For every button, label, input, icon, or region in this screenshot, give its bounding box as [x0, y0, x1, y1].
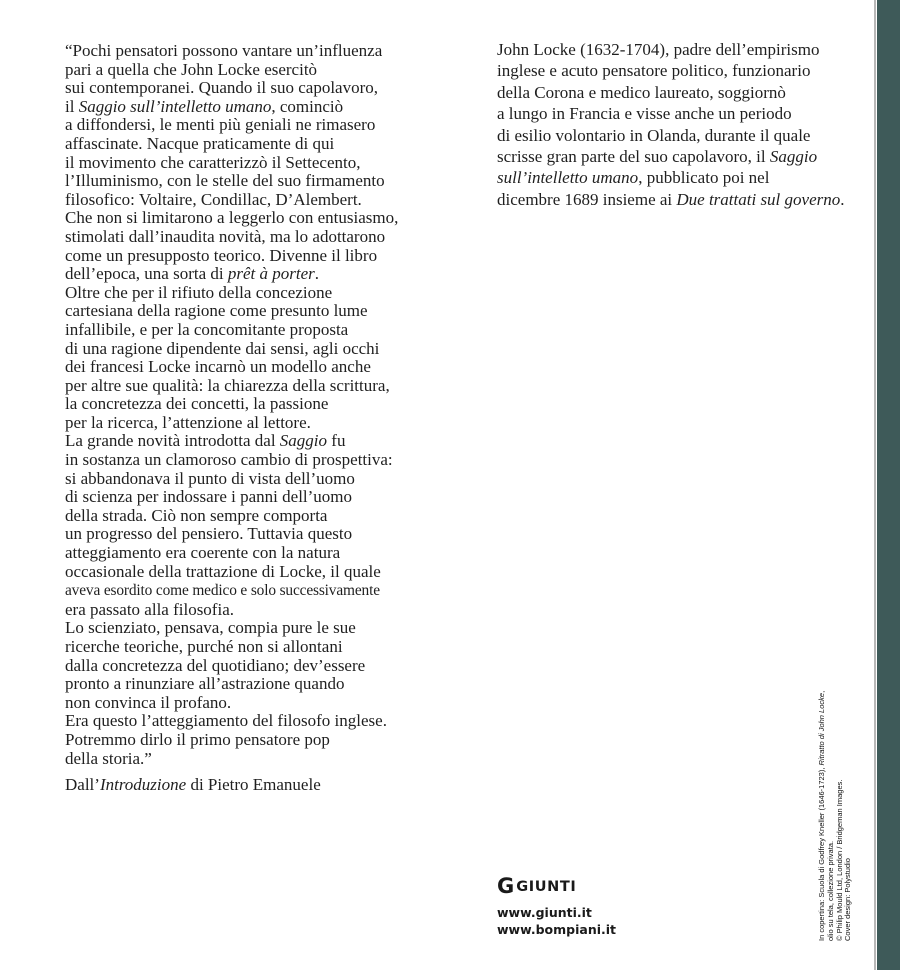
spine-stripe — [877, 0, 900, 970]
giunti-logo — [497, 874, 616, 898]
giunti-g-icon: G — [497, 874, 514, 898]
author-bio-text: John Locke (1632-1704), padre dell’empirismo inglese e acuto pensatore politico, funzionario della Corona e medico laureato, soggiornò a lungo in Francia e visse anche un periodo di esilio volontario in Olanda, durante il quale scrisse gran parte del suo capolavoro, il Saggio sull’intelletto umano, pubblicato poi nel dicembre 1689 insieme ai Due trattati sul governo. — [497, 40, 845, 209]
giunti-url: www.giunti.it — [497, 905, 592, 920]
bompiani-url: www.bompiani.it — [497, 921, 617, 937]
introduction-quote-text: “Pochi pensatori possono vantare un’influenza pari a quella che John Locke esercitò sui contemporanei. Quando il suo capolavoro, il Saggio sull’intelletto umano, cominciò a diffondersi, le menti più geniali ne rimasero affascinate. Nacque praticamente di qui il movimento che caratterizzò il Settecento, l’Illuminismo, con le stelle del suo firmamento filosofico: Voltaire, Condillac, D’Alembert. Che non si limitarono a leggerlo con entusiasmo, stimolati dall’inaudita novità, ma lo adottarono come un presupposto teorico. Divenne il libro dell’epoca, una sorta di prêt à porter. Oltre che per il rifiuto della concezione cartesiana della ragione come presunto lume infallibile, e per la concomitante proposta di una ragione dipendente dai sensi, agli occhi dei francesi Locke incarnò un modello anche per altre sue qualità: la chiarezza della scrittura, la concretezza dei concetti, la passione per la ricerca, l’attenzione al lettore. La grande novità introdotta dal Saggio fu in sostanza un clamoroso cambio di prospettiva: si abbandonava il punto di vista dell’uomo di scienza per indossare i panni dell’uomo della strada. Ciò non sempre comporta un progresso del pensiero. Tuttavia questo atteggiamento era coerente con la natura occasionale della trattazione di Locke, il quale aveva esordito come medico e solo successivamente era passato alla filosofia. Lo scienziato, pensava, compia pure le sue ricerche teoriche, purché non si allontani dalla concretezza del quotidiano; dev’essere pronto a rinunziare all’astrazione quando non convinca il profano. Era questo l’atteggiamento del filosofo inglese. Potremmo dirlo il primo pensatore pop della storia.” — [65, 41, 399, 768]
spine-separator-line — [874, 0, 876, 970]
cover-photo-credits: In copertina: Scuola di Godfrey Kneller (1646-1723), Ritratto di John Locke, olio su tela, collezione privata. © Philip Mould Ltd, London / Bridgeman Images. Cover design: Polystudio — [817, 690, 853, 941]
publisher-block — [497, 874, 617, 938]
publisher-urls — [497, 905, 616, 938]
giunti-wordmark: GIUNTI — [516, 878, 577, 895]
quote-attribution: Dall’Introduzione di Pietro Emanuele — [65, 775, 321, 794]
